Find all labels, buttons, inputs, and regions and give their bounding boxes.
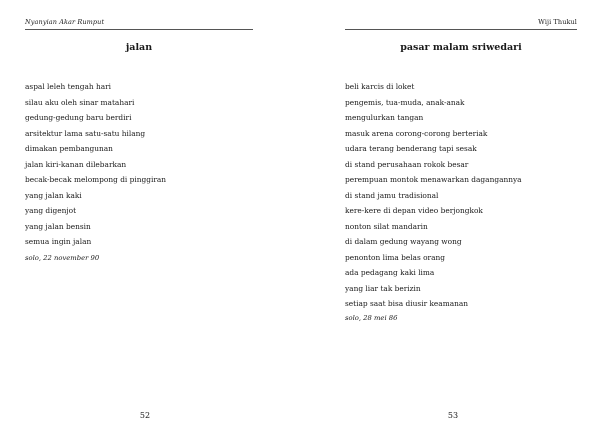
poem-line: yang liar tak berizin bbox=[345, 283, 421, 293]
running-head-author: Wiji Thukul bbox=[538, 18, 577, 26]
poem-line: perempuan montok menawarkan dagangannya bbox=[345, 175, 522, 184]
poem-line: aspal leleh tengah hari bbox=[25, 82, 112, 91]
poem-line: ada pedagang kaki lima bbox=[345, 268, 435, 277]
right-page bbox=[300, 0, 600, 444]
poem-line: setiap saat bisa diusir keamanan bbox=[345, 299, 469, 308]
poem-line: di dalam gedung wayang wong bbox=[345, 237, 462, 246]
poem-line: becak-becak melompong di pinggiran bbox=[25, 175, 167, 184]
poem-line: kere-kere di depan video berjongkok bbox=[345, 206, 483, 215]
poem-lines bbox=[25, 79, 166, 250]
poem-line: gedung-gedung baru berdiri bbox=[25, 113, 132, 122]
page-number: 52 bbox=[139, 411, 151, 420]
poem-line: jalan kiri-kanan dilebarkan bbox=[25, 159, 127, 169]
poem-dateline: solo, 22 november 90 bbox=[25, 254, 100, 262]
poem-line: dimakan pembangunan bbox=[25, 144, 113, 153]
poem-line: masuk arena corong-corong berteriak bbox=[345, 128, 488, 138]
poem-line: semua ingin jalan bbox=[25, 237, 92, 246]
poem-line: silau aku oleh sinar matahari bbox=[25, 97, 135, 107]
header-rule bbox=[25, 29, 253, 30]
poem-line: arsitektur lama satu-satu hilang bbox=[25, 128, 146, 138]
poem-line: beli karcis di loket bbox=[345, 82, 415, 91]
poem-line: yang jalan kaki bbox=[25, 190, 82, 200]
poem-title: jalan bbox=[125, 42, 153, 53]
page-number: 53 bbox=[447, 411, 459, 420]
poem-line: yang jalan bensin bbox=[25, 221, 91, 231]
poem-line: nonton silat mandarin bbox=[345, 221, 428, 231]
poem-dateline: solo, 28 mei 86 bbox=[345, 314, 398, 322]
header-rule bbox=[345, 29, 577, 30]
poem-line: mengulurkan tangan bbox=[345, 113, 424, 122]
poem-line: penonton lima belas orang bbox=[345, 252, 445, 262]
poem-line: udara terang benderang tapi sesak bbox=[345, 144, 477, 153]
poem-line: yang digenjot bbox=[25, 206, 77, 215]
running-head-book-title: Nyanyian Akar Rumput bbox=[25, 18, 105, 26]
poem-line: pengemis, tua-muda, anak-anak bbox=[345, 97, 465, 107]
poem-lines bbox=[345, 79, 522, 312]
poem-line: di stand jamu tradisional bbox=[345, 190, 439, 200]
poem-line: di stand perusahaan rokok besar bbox=[345, 159, 469, 169]
poem-title: pasar malam sriwedari bbox=[400, 42, 522, 53]
